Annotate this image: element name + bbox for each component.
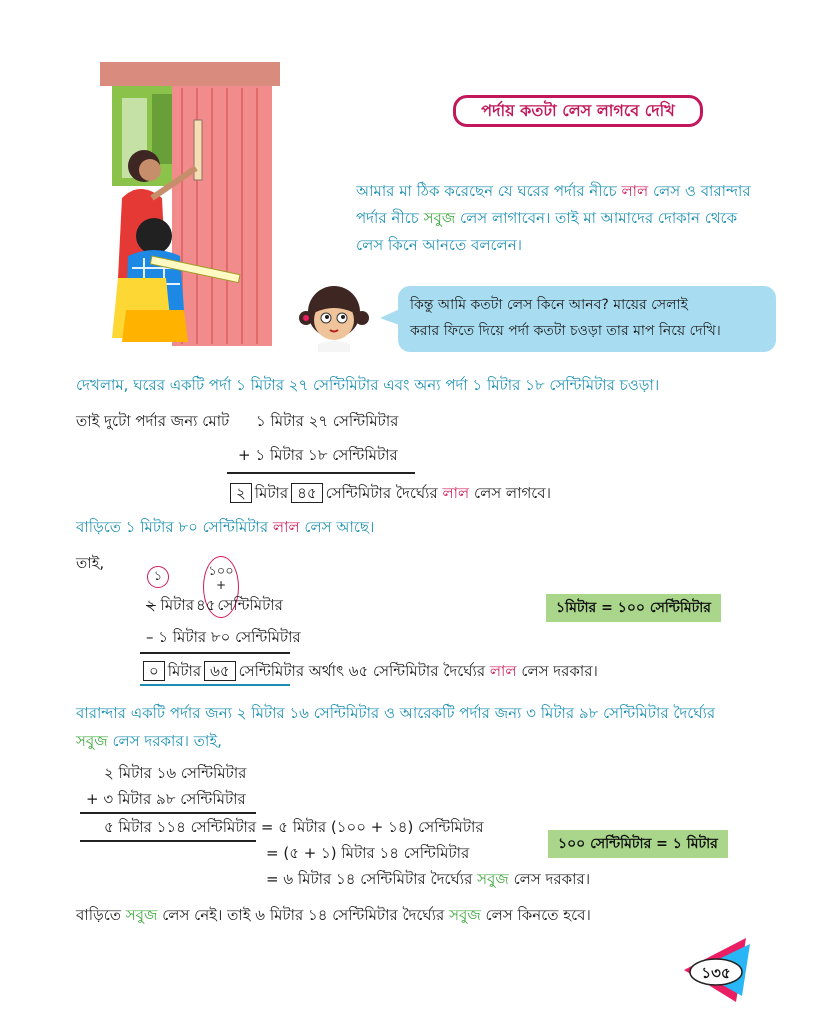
add-rule — [80, 812, 256, 814]
home-text: লেস আছে। — [299, 518, 375, 536]
veranda-text: লেস দরকার। তাই, — [107, 732, 222, 750]
sum-result — [227, 482, 551, 504]
red-word: লাল — [272, 518, 300, 536]
home-text: বাড়িতে ১ মিটার ৮০ সেন্টিমিটার — [76, 518, 273, 536]
therefore-label: তাই, — [76, 554, 105, 572]
result-meter-box: ০ — [143, 661, 165, 681]
observation-text: দেখলাম, ঘরের একটি পর্দা ১ মিটার ২৭ সেন্টিমিটার এবং অন্য পর্দা ১ মিটার ১৮ সেন্টিমিটার চওড়া। — [76, 376, 660, 394]
veranda-text-1: বারান্দার একটি পর্দার জন্য ২ মিটার ১৬ সেন্টিমিটার ও আরেকটি পর্দার জন্য ৩ মিটার ৯৮ সেন্টিমিটার দৈর্ঘ্যের — [76, 704, 716, 722]
result-cm-box: ৪৫ — [291, 483, 322, 503]
subtract-row-2: – ১ মিটার ৮০ সেন্টিমিটার — [146, 628, 301, 646]
row-text: লেস দরকার। — [508, 870, 591, 888]
speech-line-2: করার ফিতে দিয়ে পর্দা কতটা চওড়া তার মাপ নিয়ে দেখি। — [410, 323, 721, 339]
intro-text: লেস ও বারান্দার — [648, 182, 751, 200]
girl-face-illustration — [298, 282, 370, 352]
woman-child-curtain-illustration — [92, 58, 292, 348]
total-label: তাই দুটো পর্দার জন্য মোট — [76, 412, 230, 430]
speech-bubble — [398, 286, 776, 352]
result-underline — [140, 684, 290, 686]
sum-row-2: + ১ মিটার ১৮ সেন্টিমিটার — [238, 446, 398, 464]
result-text: লেস দরকার। — [516, 662, 598, 680]
intro-text: পর্দার নীচে — [356, 209, 424, 227]
intro-paragraph — [356, 178, 786, 259]
green-word: সবুজ — [76, 732, 108, 750]
result-meter-box: ২ — [230, 483, 252, 503]
subtract-result — [140, 660, 598, 682]
struck-digit: ২ — [146, 596, 156, 614]
result-text: সেন্টিমিটার অর্থাৎ ৬৫ সেন্টিমিটার দৈর্ঘ্যের — [238, 662, 490, 680]
row-text: = ৬ মিটার ১৪ সেন্টিমিটার দৈর্ঘ্যের — [266, 870, 478, 888]
green-word: সবুজ — [477, 870, 509, 888]
green-word: সবুজ — [125, 906, 158, 924]
result-meter-unit: মিটার — [254, 484, 289, 502]
intro-text: লেস কিনে আনতে বললেন। — [356, 236, 523, 254]
intro-text: লেস লাগাবেন। তাই মা আমাদের দোকান থেকে — [455, 209, 738, 227]
row-cm-unit: সেন্টিমিটার — [217, 596, 283, 614]
final-part: বাড়িতে — [76, 906, 126, 924]
green-word: সবুজ — [449, 906, 481, 924]
final-part: লেস নেই। তাই ৬ মিটার ১৪ সেন্টিমিটার দৈর্ঘ্যের — [157, 906, 450, 924]
meter-note: ১মিটার = ১০০ সেন্টিমিটার — [546, 594, 721, 622]
speech-bubble-tail — [380, 308, 402, 326]
subtract-rule — [140, 652, 290, 654]
intro-text: আমার মা ঠিক করেছেন যে ঘরের পর্দার নীচে — [356, 182, 622, 200]
borrow-circle — [147, 566, 169, 588]
add-row-3: ৫ মিটার ১১৪ সেন্টিমিটার = ৫ মিটার (১০০ + ১৪) সেন্টিমিটার — [104, 818, 484, 836]
hundred-plus: + — [215, 578, 227, 592]
veranda-text-2 — [76, 730, 222, 752]
hundred-value: ১০০ — [208, 564, 234, 579]
add-underline — [80, 840, 256, 842]
red-word: লাল — [442, 484, 470, 502]
result-cm-box: ৬৫ — [204, 661, 236, 681]
row-cm-value: ৪৫ — [195, 596, 216, 614]
page-number: ১৩৫ — [701, 964, 731, 982]
add-row-2: + ৩ মিটার ৯৮ সেন্টিমিটার — [86, 790, 246, 808]
result-text: সেন্টিমিটার দৈর্ঘ্যের — [325, 484, 443, 502]
result-meter-unit: মিটার — [167, 662, 202, 680]
page-title — [453, 95, 703, 127]
result-text: লেস লাগবে। — [469, 484, 552, 502]
home-stock-text — [76, 516, 374, 538]
green-word: সবুজ — [423, 209, 456, 227]
final-text — [76, 904, 591, 926]
sum-row-1: ১ মিটার ২৭ সেন্টিমিটার — [256, 412, 399, 430]
add-row-4: = (৫ + ১) মিটার ১৪ সেন্টিমিটার — [266, 844, 470, 862]
add-row-1: ২ মিটার ১৬ সেন্টিমিটার — [104, 764, 247, 782]
borrow-digit: ১ — [153, 569, 163, 584]
red-word: লাল — [621, 182, 649, 200]
page-title-text: পর্দায় কতটা লেস লাগবে দেখি — [481, 101, 675, 120]
centimeter-note: ১০০ সেন্টিমিটার = ১ মিটার — [548, 830, 728, 858]
final-part: লেস কিনতে হবে। — [480, 906, 591, 924]
subtract-row-1 — [146, 594, 283, 616]
row-meter-unit: মিটার — [160, 596, 194, 614]
red-word: লাল — [489, 662, 517, 680]
sum-rule — [227, 472, 415, 474]
speech-line-1: কিন্তু আমি কতটা লেস কিনে আনব? মায়ের সেলাই — [410, 297, 688, 313]
add-row-5 — [266, 868, 590, 890]
